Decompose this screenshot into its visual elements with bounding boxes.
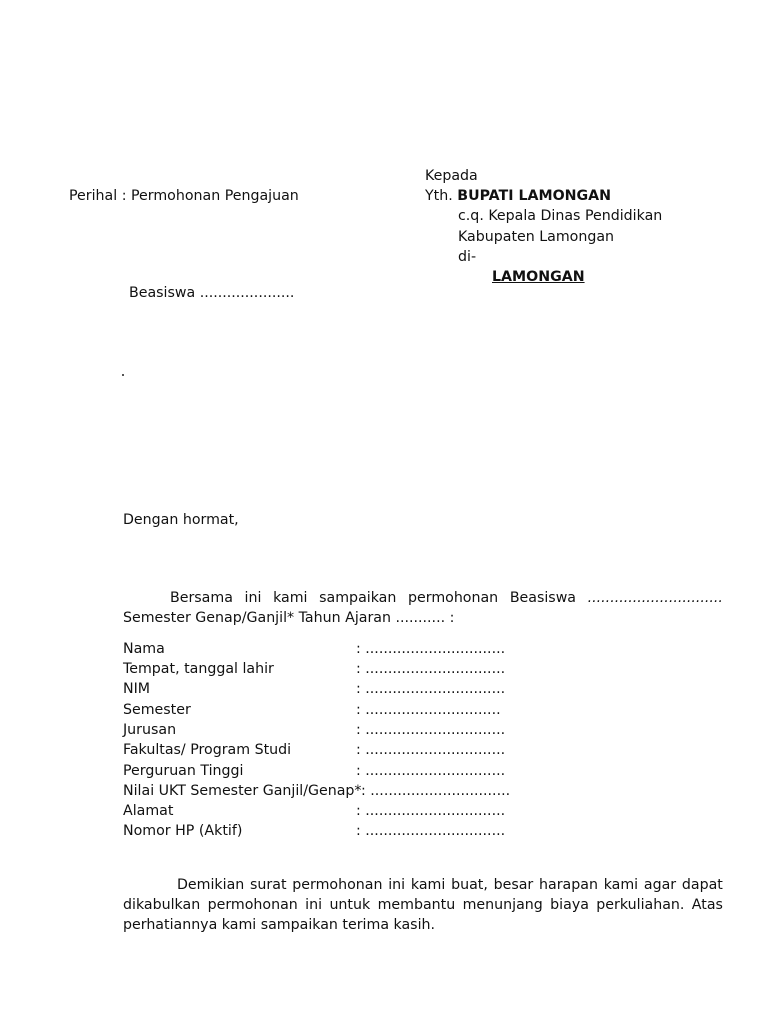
form-value: : ............................... bbox=[356, 661, 506, 677]
form-label: Tempat, tanggal lahir bbox=[123, 661, 274, 677]
form-value: : ............................... bbox=[356, 803, 506, 819]
intro-word: ini bbox=[244, 590, 262, 606]
closing-word: agar bbox=[643, 877, 677, 893]
form-value: : ............................... bbox=[361, 783, 511, 799]
form-value: : .............................. bbox=[356, 702, 501, 718]
closing-word: dikabulkan bbox=[123, 897, 201, 913]
intro-word: kami bbox=[273, 590, 308, 606]
closing-word: menunjang bbox=[462, 897, 543, 913]
recipient-line3: di- bbox=[458, 249, 477, 265]
form-label: NIM bbox=[123, 681, 151, 697]
form-label: Perguruan Tinggi bbox=[123, 763, 244, 779]
greeting: Dengan hormat, bbox=[123, 512, 239, 528]
intro-word: .............................. bbox=[587, 590, 723, 606]
intro-line1 bbox=[170, 588, 723, 608]
closing-word: ini bbox=[388, 877, 406, 893]
intro-line2: Semester Genap/Ganjil* Tahun Ajaran ........... : bbox=[123, 610, 455, 626]
form-value: : ............................... bbox=[356, 742, 506, 758]
form-value: : ............................... bbox=[356, 823, 506, 839]
closing-line3: perhatiannya kami sampaikan terima kasih. bbox=[123, 917, 436, 933]
form-label: Nama bbox=[123, 641, 165, 657]
closing-word: perkuliahan. bbox=[596, 897, 685, 913]
recipient-name: BUPATI LAMONGAN bbox=[457, 188, 612, 204]
recipient-heading bbox=[425, 186, 611, 206]
stray-dot bbox=[122, 374, 124, 376]
form-label: Semester bbox=[123, 702, 191, 718]
closing-word: surat bbox=[250, 877, 287, 893]
closing-word: membantu bbox=[377, 897, 456, 913]
subject-line2: Beasiswa ..................... bbox=[129, 285, 295, 301]
closing-word: harapan bbox=[539, 877, 598, 893]
form-label: Jurusan bbox=[123, 722, 177, 738]
form-value: : ............................... bbox=[356, 681, 506, 697]
subject-label: Perihal : Permohonan Pengajuan bbox=[69, 188, 299, 204]
form-label: Alamat bbox=[123, 803, 174, 819]
recipient-kepada: Kepada bbox=[425, 168, 478, 184]
intro-word: permohonan bbox=[408, 590, 499, 606]
closing-word: permohonan bbox=[292, 877, 383, 893]
closing-word: biaya bbox=[550, 897, 589, 913]
intro-word: sampaikan bbox=[319, 590, 397, 606]
closing-word: besar bbox=[493, 877, 534, 893]
recipient-city: LAMONGAN bbox=[492, 269, 585, 285]
closing-word: untuk bbox=[329, 897, 371, 913]
closing-word: Demikian bbox=[177, 877, 245, 893]
closing-line1 bbox=[177, 875, 723, 895]
form-value: : ............................... bbox=[356, 641, 506, 657]
recipient-line2: Kabupaten Lamongan bbox=[458, 229, 615, 245]
form-value: : ............................... bbox=[356, 763, 506, 779]
form-value: : ............................... bbox=[356, 722, 506, 738]
recipient-yth: Yth. bbox=[425, 188, 453, 204]
recipient-line1: c.q. Kepala Dinas Pendidikan bbox=[458, 208, 663, 224]
closing-word: permohonan bbox=[207, 897, 298, 913]
form-label: Nilai UKT Semester Ganjil/Genap* bbox=[123, 783, 362, 799]
closing-word: kami bbox=[410, 877, 446, 893]
closing-word: buat, bbox=[451, 877, 488, 893]
closing-word: dapat bbox=[681, 877, 723, 893]
intro-word: Beasiswa bbox=[509, 590, 576, 606]
form-label: Fakultas/ Program Studi bbox=[123, 742, 292, 758]
form-label: Nomor HP (Aktif) bbox=[123, 823, 243, 839]
closing-line2 bbox=[123, 895, 723, 915]
closing-word: ini bbox=[305, 897, 323, 913]
intro-word: Bersama bbox=[170, 590, 233, 606]
closing-word: kami bbox=[603, 877, 639, 893]
closing-word: Atas bbox=[691, 897, 723, 913]
